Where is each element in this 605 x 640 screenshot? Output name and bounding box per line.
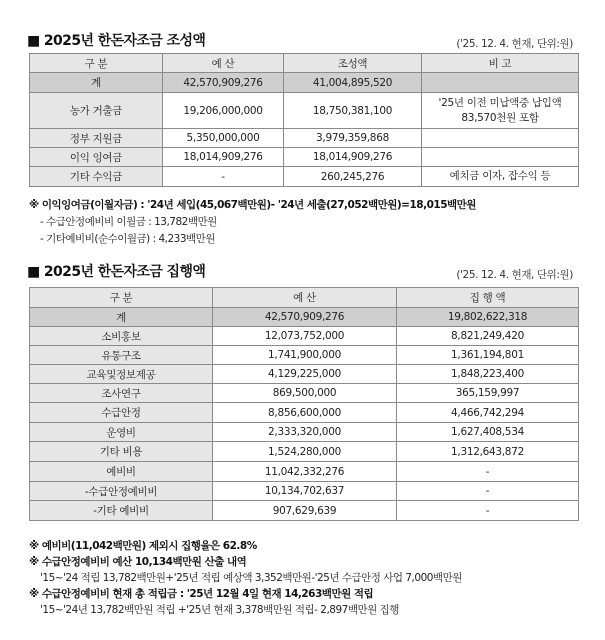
expenditure-header-row	[30, 288, 579, 308]
row-budget: 2,333,320,000	[213, 423, 397, 442]
row-amount: 365,159,997	[397, 384, 579, 403]
row-budget: 42,570,909,276	[213, 308, 397, 327]
row-amount: 19,802,622,318	[397, 308, 579, 327]
row-remark: '25년 이전 미납액중 납입액 83,570천원 포함	[422, 93, 579, 129]
row-label: 수급안정	[30, 403, 213, 423]
row-budget: 4,129,225,000	[213, 365, 397, 384]
expenditure-row	[30, 346, 579, 365]
funding-row	[30, 148, 579, 167]
expenditure-row	[30, 501, 579, 521]
expenditure-row	[30, 403, 579, 423]
expenditure-table	[29, 287, 579, 521]
row-amount: 1,361,194,801	[397, 346, 579, 365]
row-remark: 예치금 이자, 잡수익 등	[422, 167, 579, 187]
section1-title: ■ 2025년 한돈자조금 조성액	[27, 33, 206, 49]
row-label: 정부 지원금	[30, 129, 163, 148]
expenditure-row	[30, 482, 579, 501]
row-label: 이익 잉여금	[30, 148, 163, 167]
row-remark	[422, 73, 579, 93]
row-amount: -	[397, 482, 579, 501]
row-budget: 42,570,909,276	[163, 73, 284, 93]
row-label: 유통구조	[30, 346, 213, 365]
header-category: 구 분	[30, 54, 163, 73]
section1-note: ※ 이익잉여금(이월자금) : '24년 세입(45,067백만원)- '24년 세출(27,052백만원)=18,015백만원	[29, 199, 476, 211]
row-remark	[422, 129, 579, 148]
expenditure-row	[30, 442, 579, 462]
row-amount: 3,979,359,868	[284, 129, 422, 148]
row-budget: 907,629,639	[213, 501, 397, 521]
row-label: -수급안정예비비	[30, 482, 213, 501]
expenditure-row	[30, 423, 579, 442]
header-budget: 예 산	[163, 54, 284, 73]
row-amount: -	[397, 462, 579, 482]
row-budget: 5,350,000,000	[163, 129, 284, 148]
row-amount: 18,014,909,276	[284, 148, 422, 167]
row-amount: 18,750,381,100	[284, 93, 422, 129]
funding-row	[30, 167, 579, 187]
row-amount: 260,245,276	[284, 167, 422, 187]
row-label: 조사연구	[30, 384, 213, 403]
row-amount: 4,466,742,294	[397, 403, 579, 423]
section2-unit: ('25. 12. 4. 현재, 단위:원)	[456, 269, 573, 281]
section1-note: - 수급안정예비비 이월금 : 13,782백만원	[40, 216, 217, 228]
funding-row	[30, 129, 579, 148]
header-category: 구 분	[30, 288, 213, 308]
header-executed: 집 행 액	[397, 288, 579, 308]
row-label: 운영비	[30, 423, 213, 442]
row-remark	[422, 148, 579, 167]
row-label: 교육및정보제공	[30, 365, 213, 384]
row-label: 소비홍보	[30, 327, 213, 346]
section1-unit: ('25. 12. 4. 현재, 단위:원)	[456, 38, 573, 50]
row-label: 계	[30, 73, 163, 93]
row-amount: 1,848,223,400	[397, 365, 579, 384]
expenditure-row	[30, 365, 579, 384]
row-budget: 18,014,909,276	[163, 148, 284, 167]
row-budget: 19,206,000,000	[163, 93, 284, 129]
row-label: 계	[30, 308, 213, 327]
section2-title: ■ 2025년 한돈자조금 집행액	[27, 264, 206, 280]
row-budget: -	[163, 167, 284, 187]
row-amount: 1,627,408,534	[397, 423, 579, 442]
section2-note: ※ 수급안정예비비 현재 총 적립금 : '25년 12월 4일 현재 14,263백만원 적립	[29, 588, 374, 600]
header-budget: 예 산	[213, 288, 397, 308]
row-amount: 8,821,249,420	[397, 327, 579, 346]
row-label: 기타 비용	[30, 442, 213, 462]
section2-note: '15~'24 적립 13,782백만원+'25년 적립 예상액 3,352백만원-'25년 수급안정 사업 7,000백만원	[40, 572, 462, 584]
row-amount: 1,312,643,872	[397, 442, 579, 462]
section2-note: ※ 수급안정예비비 예산 10,134백만원 산출 내역	[29, 556, 247, 568]
funding-row-total	[30, 73, 579, 93]
row-label: 기타 수익금	[30, 167, 163, 187]
row-budget: 1,741,900,000	[213, 346, 397, 365]
funding-header-row	[30, 54, 579, 73]
expenditure-row-total	[30, 308, 579, 327]
expenditure-row	[30, 384, 579, 403]
row-budget: 12,073,752,000	[213, 327, 397, 346]
row-label: 예비비	[30, 462, 213, 482]
expenditure-row	[30, 462, 579, 482]
section1-note: - 기타예비비(순수이월금) : 4,233백만원	[40, 233, 215, 245]
section2-note: '15~'24년 13,782백만원 적립 +'25년 현재 3,378백만원 적립- 2,897백만원 집행	[40, 604, 399, 616]
expenditure-row	[30, 327, 579, 346]
row-label: 농가 거출금	[30, 93, 163, 129]
funding-row	[30, 93, 579, 129]
row-budget: 8,856,600,000	[213, 403, 397, 423]
row-budget: 1,524,280,000	[213, 442, 397, 462]
header-remark: 비 고	[422, 54, 579, 73]
row-amount: -	[397, 501, 579, 521]
row-budget: 11,042,332,276	[213, 462, 397, 482]
row-budget: 869,500,000	[213, 384, 397, 403]
funding-table	[29, 53, 579, 187]
header-amount: 조성액	[284, 54, 422, 73]
section2-note: ※ 예비비(11,042백만원) 제외시 집행율은 62.8%	[29, 540, 257, 552]
row-amount: 41,004,895,520	[284, 73, 422, 93]
row-budget: 10,134,702,637	[213, 482, 397, 501]
row-label: -기타 예비비	[30, 501, 213, 521]
